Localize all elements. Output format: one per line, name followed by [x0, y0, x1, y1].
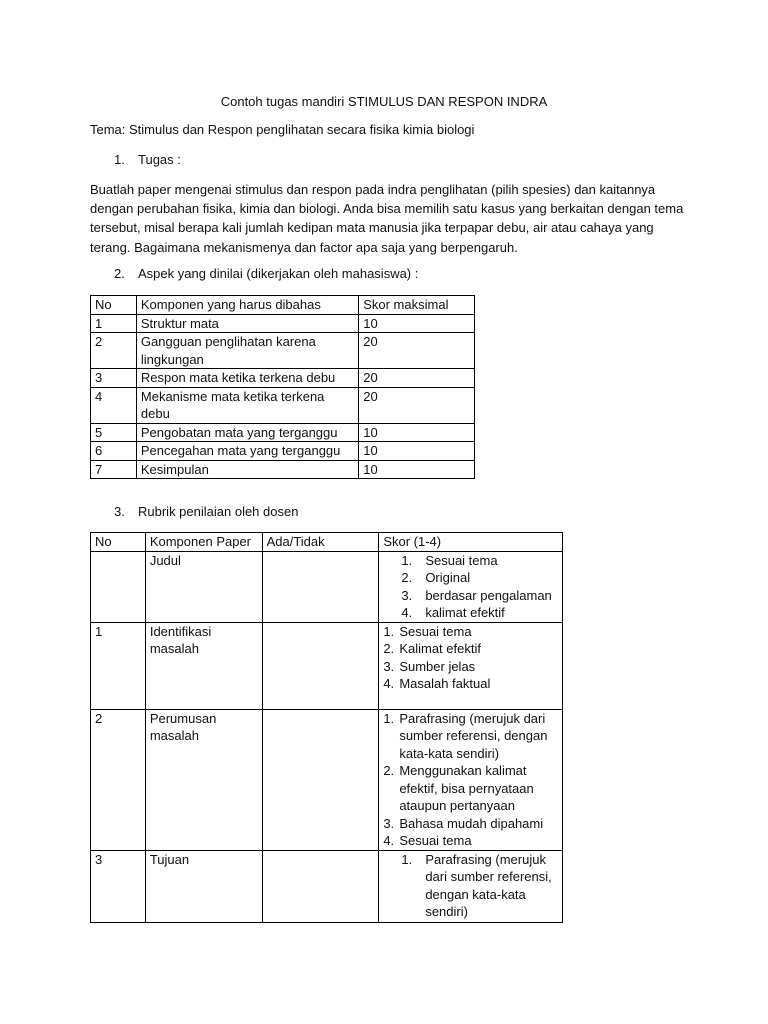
- section-3-label: Rubrik penilaian oleh dosen: [138, 504, 299, 519]
- skor-item-text: Bahasa mudah dipahami: [399, 815, 544, 831]
- table-header-row: [91, 296, 475, 315]
- skor-item: 2. Menggunakan kalimat efektif, bisa pernyataan ataupun pertanyaan: [383, 763, 534, 813]
- komponen-cell: Mekanisme mata ketika terkena debu: [136, 387, 358, 423]
- skor-list: [383, 710, 558, 850]
- ada-tidak-cell: [262, 551, 379, 622]
- skor-item-text: berdasar pengalaman: [425, 587, 552, 603]
- komponen-cell: Pencegahan mata yang terganggu: [136, 442, 358, 461]
- paragraph-line: dengan perubahan fisika, kimia dan biologi. Anda bisa memilih satu kasus yang berkaitan dengan tema: [90, 201, 684, 217]
- skor-item: 3. berdasar pengalaman: [401, 587, 552, 603]
- ada-tidak-cell: [262, 622, 379, 709]
- table-row: [91, 387, 475, 423]
- ada-tidak-cell: [262, 709, 379, 850]
- no-cell: 1: [91, 314, 137, 333]
- skor-item-text: Sesuai tema: [425, 552, 498, 568]
- skor-item: 4. Sesuai tema: [383, 833, 472, 848]
- document-title: Contoh tugas mandiri STIMULUS DAN RESPON INDRA: [220, 94, 548, 109]
- skor-list: [383, 623, 558, 693]
- skor-cell: [379, 622, 563, 709]
- skor-item-text: Sumber jelas: [399, 658, 476, 674]
- skor-item-text: Masalah faktual: [399, 676, 491, 691]
- skor-item: 1. Sesuai tema: [401, 552, 498, 568]
- header-cell: Skor maksimal: [359, 296, 475, 315]
- skor-item-text: kalimat efektif: [425, 605, 505, 620]
- ada-tidak-cell: [262, 850, 379, 922]
- skor-cell: 20: [359, 333, 475, 369]
- skor-item-text: Original: [425, 570, 471, 585]
- skor-item-text: Sesuai tema: [399, 623, 472, 639]
- no-cell: 2: [91, 709, 146, 850]
- skor-cell: 20: [359, 369, 475, 388]
- skor-cell: [379, 551, 563, 622]
- no-cell: 3: [91, 369, 137, 388]
- skor-item-text: Menggunakan kalimat efektif, bisa pernyataan ataupun pertanyaan: [399, 763, 534, 813]
- no-cell: 4: [91, 387, 137, 423]
- section-2-label: Aspek yang dinilai (dikerjakan oleh mahasiswa) :: [138, 266, 419, 281]
- komponen-cell: Judul: [145, 551, 262, 622]
- no-cell: 3: [91, 850, 146, 922]
- header-cell: Skor (1-4): [379, 533, 563, 552]
- skor-item: 1. Parafrasing (merujuk dari sumber referensi, dengan kata-kata sendiri): [401, 851, 552, 919]
- paragraph-line: tersebut, misal berapa kali jumlah kedipan mata manusia jika terpapar debu, air atau cahaya yang: [90, 220, 654, 236]
- skor-item-text: Parafrasing (merujuk dari sumber referensi, dengan kata-kata sendiri): [399, 710, 548, 761]
- no-cell: 1: [91, 622, 146, 709]
- table-header-row: [91, 533, 563, 552]
- table-row: [91, 460, 475, 479]
- task-paragraph: [90, 180, 684, 257]
- no-cell: 2: [91, 333, 137, 369]
- skor-item: 1. Parafrasing (merujuk dari sumber referensi, dengan kata-kata sendiri): [383, 710, 548, 761]
- komponen-cell: Gangguan penglihatan karena lingkungan: [136, 333, 358, 369]
- header-cell: Komponen yang harus dibahas: [136, 296, 358, 315]
- table-row: [91, 333, 475, 369]
- skor-item: 3. Sumber jelas: [383, 658, 476, 674]
- aspek-table: [90, 295, 475, 479]
- table-row: [91, 551, 563, 622]
- section-2-heading: [114, 266, 418, 281]
- skor-cell: 10: [359, 442, 475, 461]
- header-cell: Ada/Tidak: [262, 533, 379, 552]
- paragraph-line: terang. Bagaimana mekanismenya dan factor apa saja yang berpengaruh.: [90, 239, 518, 255]
- skor-item: 2. Original: [401, 570, 471, 585]
- header-cell: No: [91, 533, 146, 552]
- no-cell: 7: [91, 460, 137, 479]
- komponen-cell: Identifikasi masalah: [145, 622, 262, 709]
- skor-item: 4. kalimat efektif: [401, 605, 505, 620]
- table-row: [91, 622, 563, 709]
- rubrik-table: [90, 532, 563, 923]
- section-3-number: 3.: [114, 504, 125, 519]
- skor-item: 2. Kalimat efektif: [383, 641, 481, 656]
- paragraph-line: Buatlah paper mengenai stimulus dan respon pada indra penglihatan (pilih spesies) dan kaitannya: [90, 182, 656, 197]
- skor-cell: [379, 709, 563, 850]
- skor-item: 4. Masalah faktual: [383, 676, 491, 691]
- table-row: [91, 314, 475, 333]
- skor-list: [401, 552, 558, 622]
- table-row: [91, 369, 475, 388]
- komponen-cell: Respon mata ketika terkena debu: [136, 369, 358, 388]
- skor-list: [401, 851, 558, 921]
- table-row: [91, 850, 563, 922]
- skor-cell: 10: [359, 460, 475, 479]
- no-cell: [91, 551, 146, 622]
- header-cell: Komponen Paper: [145, 533, 262, 552]
- section-1-number: 1.: [114, 152, 125, 167]
- tema-line: Tema: Stimulus dan Respon penglihatan secara fisika kimia biologi: [90, 122, 475, 137]
- skor-item: 1. Sesuai tema: [383, 623, 472, 639]
- section-1-label: Tugas :: [138, 152, 181, 167]
- no-cell: 6: [91, 442, 137, 461]
- section-3-heading: [114, 504, 298, 519]
- komponen-cell: Kesimpulan: [136, 460, 358, 479]
- skor-cell: 10: [359, 423, 475, 442]
- skor-item-text: Kalimat efektif: [399, 641, 481, 656]
- table-row: [91, 423, 475, 442]
- section-1-heading: [114, 152, 181, 167]
- skor-cell: 10: [359, 314, 475, 333]
- komponen-cell: Pengobatan mata yang terganggu: [136, 423, 358, 442]
- skor-cell: [379, 850, 563, 922]
- komponen-cell: Struktur mata: [136, 314, 358, 333]
- skor-item: 3. Bahasa mudah dipahami: [383, 815, 544, 831]
- section-2-number: 2.: [114, 266, 125, 281]
- header-cell: No: [91, 296, 137, 315]
- skor-cell: 20: [359, 387, 475, 423]
- no-cell: 5: [91, 423, 137, 442]
- skor-item-text: Sesuai tema: [399, 833, 472, 848]
- komponen-cell: Perumusan masalah: [145, 709, 262, 850]
- komponen-cell: Tujuan: [145, 850, 262, 922]
- skor-item-text: Parafrasing (merujuk dari sumber referensi, dengan kata-kata sendiri): [425, 851, 552, 919]
- table-row: [91, 442, 475, 461]
- table-row: [91, 709, 563, 850]
